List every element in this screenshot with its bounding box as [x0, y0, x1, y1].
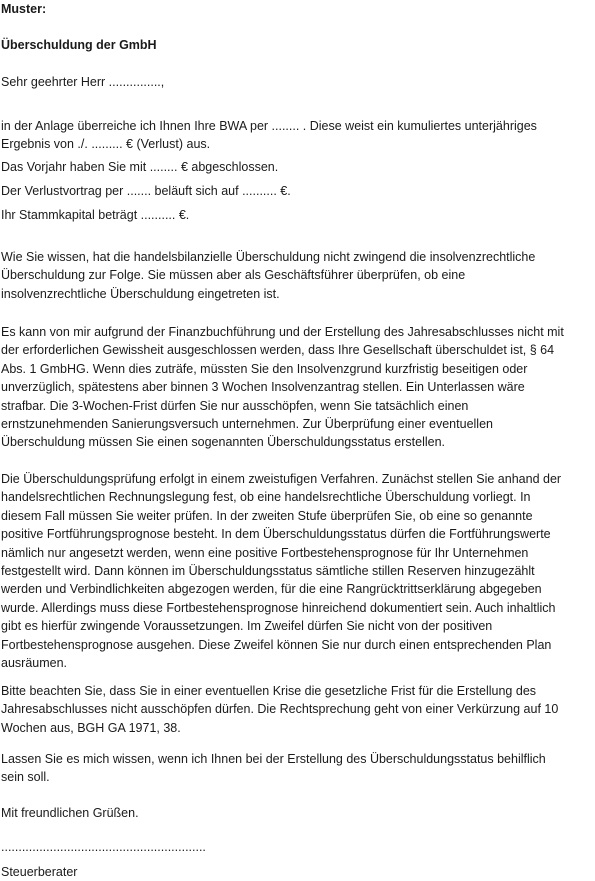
salutation: Sehr geehrter Herr ..............., — [1, 75, 165, 89]
template-label: Muster: — [1, 2, 47, 16]
paragraph-balance-overindebtedness: Wie Sie wissen, hat die handelsbilanzielle Überschuldung nicht zwingend die insolvenzrechtliche Überschuldung zur Folge. Sie müssen aber als Geschäftsführer überprüfen, ob eine insolvenzrechtliche Überschuldung eingetreten ist. — [1, 250, 536, 301]
paragraph-bwa: in der Anlage überreiche ich Ihnen Ihre BWA per ........ . Diese weist ein kumuliertes unterjähriges Ergebnis von ./. ......... € (Verlust) aus. — [1, 119, 537, 152]
signer-title: Steuerberater — [1, 865, 78, 879]
document-title: Überschuldung der GmbH — [1, 38, 157, 52]
paragraph-loss-carryforward: Der Verlustvortrag per ....... beläuft sich auf .......... €. — [1, 184, 291, 198]
signature-line: ........................................................... — [1, 840, 206, 854]
closing-greeting: Mit freundlichen Grüßen. — [1, 806, 139, 820]
paragraph-offer-help: Lassen Sie es mich wissen, wenn ich Ihnen bei der Erstellung des Überschuldungsstatus behilflich sein soll. — [1, 752, 546, 785]
paragraph-prior-year: Das Vorjahr haben Sie mit ........ € abgeschlossen. — [1, 160, 279, 174]
paragraph-insolvency-duty: Es kann von mir aufgrund der Finanzbuchführung und der Erstellung des Jahresabschlusses nicht mit der erforderlichen Gewissheit ausgeschlossen werden, dass Ihre Gesellschaft überschuldet ist, § 64 Abs. 1 GmbHG. Wenn dies zuträfe, müssten Sie den Insolvenzgrund kurzfristig beseitigen oder unverzüglich, spätestens aber binnen 3 Wochen Insolvenzantrag stellen. Ein Unterlassen wäre strafbar. Die 3-Wochen-Frist dürfen Sie nur ausschöpfen, wenn Sie tatsächlich einen ernstzunehmenden Sanierungsversuch unternehmen. Zur Überprüfung einer eventuellen Überschuldung müssen Sie einen sogenannten Überschuldungsstatus erstellen. — [1, 325, 564, 450]
paragraph-two-stage-test: Die Überschuldungsprüfung erfolgt in einem zweistufigen Verfahren. Zunächst stellen Sie anhand der handelsrechtlichen Rechnungslegung fest, ob eine handelsrechtliche Überschuldung vorliegt. In diesem Fall müssen Sie weiter prüfen. In der zweiten Stufe überprüfen Sie, ob eine so genannte positive Fortführungsprognose besteht. In dem Überschuldungsstatus dürfen die Fortführungswerte nämlich nur angesetzt werden, wenn eine positive Fortbestehensprognose für Ihr Unternehmen festgestellt wird. Dann können im Überschuldungsstatus sämtliche stillen Reserven hinzugezählt werden und Verbindlichkeiten abgezogen werden, für die eine Rangrücktrittserklärung abgegeben wurde. Allerdings muss diese Fortbestehensprognose hinreichend dokumentiert sein. Auch inhaltlich gibt es hierfür zwingende Voraussetzungen. Im Zweifel dürfen Sie nicht von der positiven Fortbestehensprognose ausgehen. Diese Zweifel können Sie nur durch einen entsprechenden Plan ausräumen. — [1, 472, 562, 671]
paragraph-share-capital: Ihr Stammkapital beträgt .......... €. — [1, 208, 190, 222]
paragraph-crisis-deadline: Bitte beachten Sie, dass Sie in einer eventuellen Krise die gesetzliche Frist für die Erstellung des Jahresabschlusses nicht ausschöpfen dürfen. Die Rechtsprechung geht von einer Verkürzung auf 10 Wochen aus, BGH GA 1971, 38. — [1, 684, 559, 735]
